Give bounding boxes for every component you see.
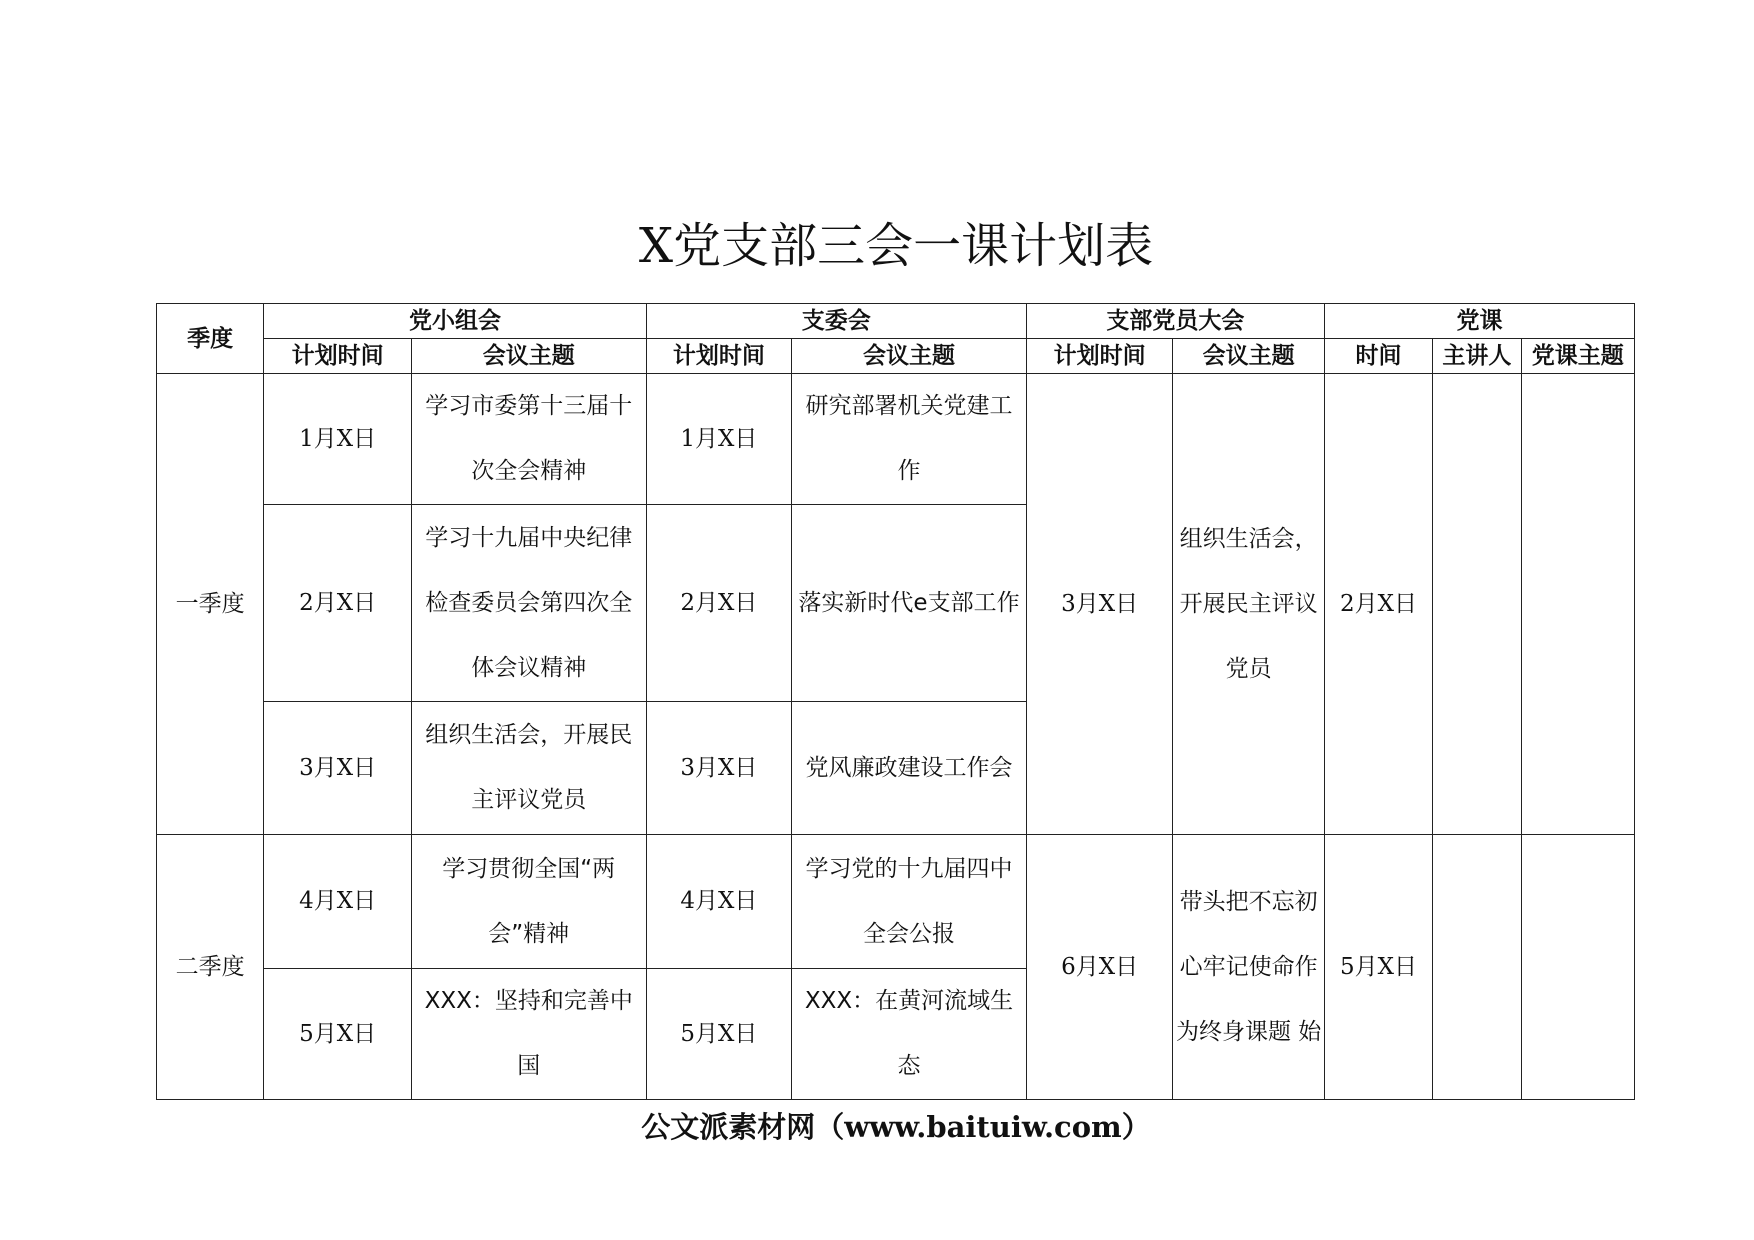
committee-date: 4月X日: [646, 835, 791, 969]
header-general-meeting: 支部党员大会: [1026, 304, 1324, 339]
committee-topic: 党风廉政建设工作会: [792, 702, 1027, 835]
general-topic: 组织生活会，开展民主评议党员: [1173, 374, 1325, 835]
header-lecture-topic: 党课主题: [1521, 339, 1634, 374]
committee-topic: 落实新时代e支部工作: [792, 505, 1027, 702]
header-general-meeting-topic: 会议主题: [1173, 339, 1325, 374]
committee-date: 3月X日: [646, 702, 791, 835]
committee-topic: XXX：在黄河流域生态: [792, 969, 1027, 1100]
header-lecture-speaker: 主讲人: [1433, 339, 1521, 374]
header-group-plan-time: 计划时间: [264, 339, 411, 374]
header-branch-committee: 支委会: [646, 304, 1026, 339]
group-topic: 组织生活会，开展民主评议党员: [411, 702, 646, 835]
lecture-speaker: [1433, 835, 1521, 1100]
lecture-speaker: [1433, 374, 1521, 835]
group-topic: 学习市委第十三届十次全会精神: [411, 374, 646, 505]
group-topic: 学习十九届中央纪律检查委员会第四次全体会议精神: [411, 505, 646, 702]
general-date: 3月X日: [1026, 374, 1172, 835]
header-row-1: [157, 304, 1635, 339]
group-date: 1月X日: [264, 374, 411, 505]
group-topic: XXX：坚持和完善中国: [411, 969, 646, 1100]
header-row-2: [157, 339, 1635, 374]
group-date: 4月X日: [264, 835, 411, 969]
header-party-lecture: 党课: [1324, 304, 1634, 339]
committee-topic: 学习党的十九届四中全会公报: [792, 835, 1027, 969]
quarter-label: 二季度: [157, 835, 264, 1100]
group-date: 5月X日: [264, 969, 411, 1100]
committee-topic: 研究部署机关党建工作: [792, 374, 1027, 505]
group-date: 2月X日: [264, 505, 411, 702]
committee-date: 2月X日: [646, 505, 791, 702]
group-date: 3月X日: [264, 702, 411, 835]
general-topic: 带头把不忘初心牢记使命作为终身课题 始: [1173, 835, 1325, 1100]
general-date: 6月X日: [1026, 835, 1172, 1100]
group-topic: 学习贯彻全国“两会”精神: [411, 835, 646, 969]
header-party-group: 党小组会: [264, 304, 646, 339]
lecture-topic: [1521, 374, 1634, 835]
page-title: X党支部三会一课计划表: [638, 218, 1154, 274]
committee-date: 5月X日: [646, 969, 791, 1100]
header-group-meeting-topic: 会议主题: [411, 339, 646, 374]
header-general-plan-time: 计划时间: [1026, 339, 1172, 374]
lecture-topic: [1521, 835, 1634, 1100]
lecture-time: 5月X日: [1324, 835, 1432, 1100]
header-committee-meeting-topic: 会议主题: [792, 339, 1027, 374]
footer-source: 公文派素材网（www.baituiw.com）: [641, 1110, 1151, 1144]
table-row: [157, 374, 1635, 505]
header-committee-plan-time: 计划时间: [646, 339, 791, 374]
committee-date: 1月X日: [646, 374, 791, 505]
header-lecture-time: 时间: [1324, 339, 1432, 374]
quarter-label: 一季度: [157, 374, 264, 835]
header-quarter: 季度: [157, 304, 264, 374]
lecture-time: 2月X日: [1324, 374, 1432, 835]
table-row: [157, 835, 1635, 969]
plan-table: [156, 303, 1635, 1100]
